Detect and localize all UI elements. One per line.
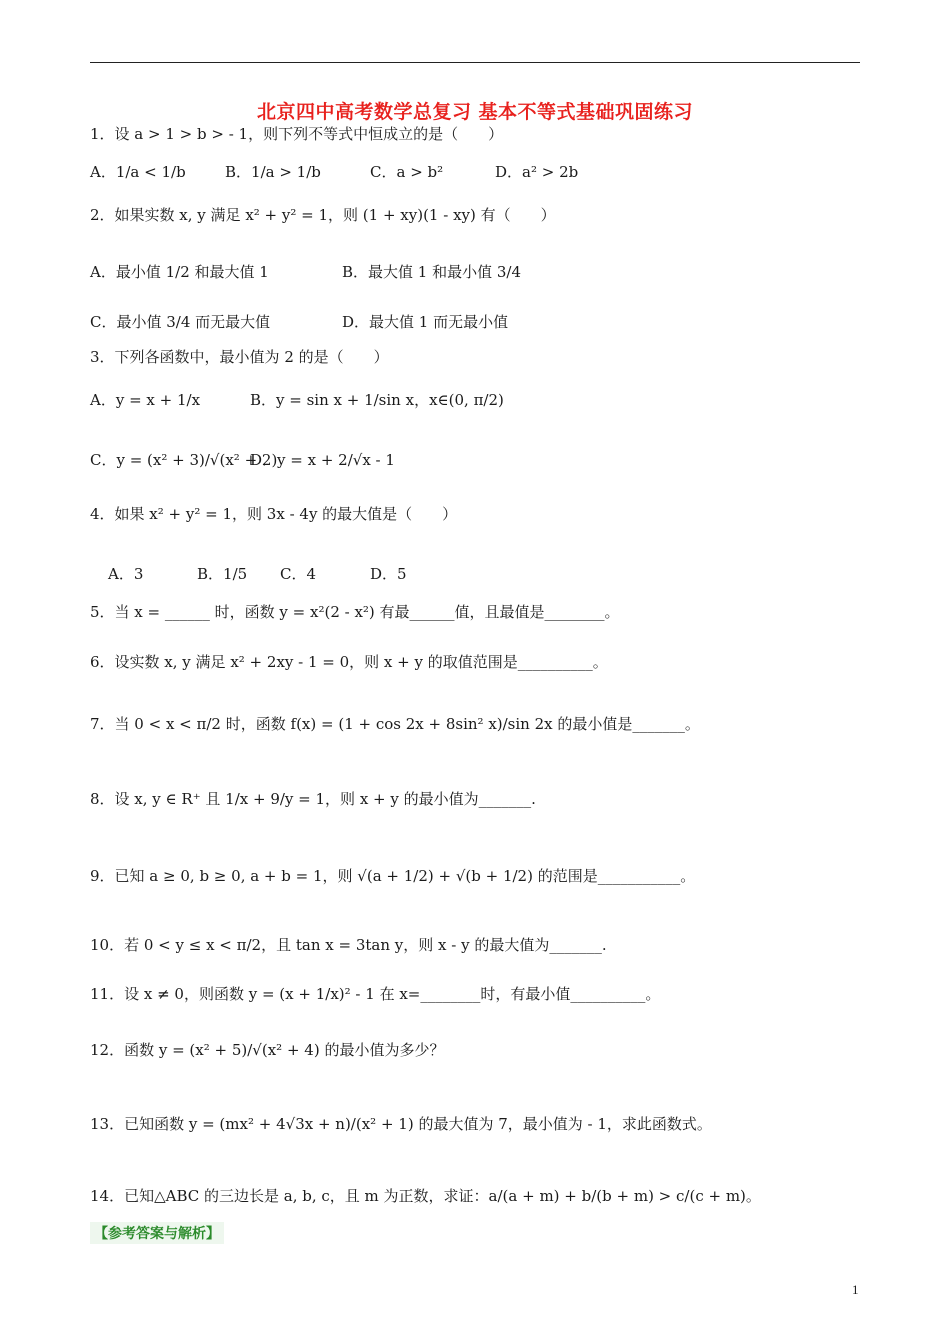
question-4-option-a: A．3 bbox=[108, 565, 144, 583]
question-2-option-a: A．最小值 1/2 和最大值 1 bbox=[90, 263, 269, 281]
page-number: 1 bbox=[852, 1282, 859, 1297]
question-3-option-c: C．y = (x² + 3)/√(x² + 2) bbox=[90, 451, 278, 469]
header-rule bbox=[90, 62, 860, 63]
question-2-option-b: B．最大值 1 和最小值 3/4 bbox=[342, 263, 522, 281]
question-1-option-b: B．1/a > 1/b bbox=[225, 163, 321, 181]
question-13-stem: 13．已知函数 y = (mx² + 4√3x + n)/(x² + 1) 的最大值为 7，最小值为 - 1，求此函数式。 bbox=[90, 1115, 712, 1133]
answer-section-heading: 【参考答案与解析】 bbox=[90, 1222, 224, 1244]
question-10-stem: 10．若 0 < y ≤ x < π/2，且 tan x = 3tan y，则 x - y 的最大值为_______. bbox=[90, 936, 607, 954]
question-1-stem: 1．设 a > 1 > b > - 1，则下列不等式中恒成立的是（ ） bbox=[90, 125, 504, 143]
question-6-stem: 6．设实数 x, y 满足 x² + 2xy - 1 = 0，则 x + y 的取值范围是__________。 bbox=[90, 653, 608, 671]
question-2-option-c: C．最小值 3/4 而无最大值 bbox=[90, 313, 271, 331]
question-3-option-b: B．y = sin x + 1/sin x，x∈(0, π/2) bbox=[250, 391, 504, 409]
question-1-option-a: A．1/a < 1/b bbox=[90, 163, 186, 181]
question-4-stem: 4．如果 x² + y² = 1，则 3x - 4y 的最大值是（ ） bbox=[90, 505, 458, 523]
question-2-stem: 2．如果实数 x, y 满足 x² + y² = 1，则 (1 + xy)(1 - xy) 有（ ） bbox=[90, 206, 556, 224]
question-2-option-d: D．最大值 1 而无最小值 bbox=[342, 313, 509, 331]
question-4-option-c: C．4 bbox=[280, 565, 317, 583]
question-1-option-d: D．a² > 2b bbox=[495, 163, 579, 181]
question-3-option-a: A．y = x + 1/x bbox=[90, 391, 201, 409]
question-1-option-c: C．a > b² bbox=[370, 163, 444, 181]
question-4-option-b: B．1/5 bbox=[197, 565, 248, 583]
question-7-stem: 7．当 0 < x < π/2 时，函数 f(x) = (1 + cos 2x + 8sin² x)/sin 2x 的最小值是_______。 bbox=[90, 715, 700, 733]
question-14-stem: 14．已知△ABC 的三边长是 a, b, c，且 m 为正数，求证：a/(a + m) + b/(b + m) > c/(c + m)。 bbox=[90, 1187, 761, 1205]
question-3-stem: 3．下列各函数中，最小值为 2 的是（ ） bbox=[90, 348, 389, 366]
document-title: 北京四中高考数学总复习 基本不等式基础巩固练习 bbox=[256, 101, 694, 123]
question-12-stem: 12．函数 y = (x² + 5)/√(x² + 4) 的最小值为多少？ bbox=[90, 1041, 445, 1059]
question-11-stem: 11．设 x ≠ 0，则函数 y = (x + 1/x)² - 1 在 x=________时，有最小值__________。 bbox=[90, 985, 661, 1003]
question-4-option-d: D．5 bbox=[370, 565, 407, 583]
question-5-stem: 5．当 x = ______ 时，函数 y = x²(2 - x²) 有最______值，且最值是________。 bbox=[90, 603, 620, 621]
question-3-option-d: D．y = x + 2/√x - 1 bbox=[250, 451, 395, 469]
question-9-stem: 9．已知 a ≥ 0, b ≥ 0, a + b = 1，则 √(a + 1/2) + √(b + 1/2) 的范围是___________。 bbox=[90, 867, 696, 885]
question-8-stem: 8．设 x, y ∈ R⁺ 且 1/x + 9/y = 1，则 x + y 的最小值为_______. bbox=[90, 790, 536, 808]
